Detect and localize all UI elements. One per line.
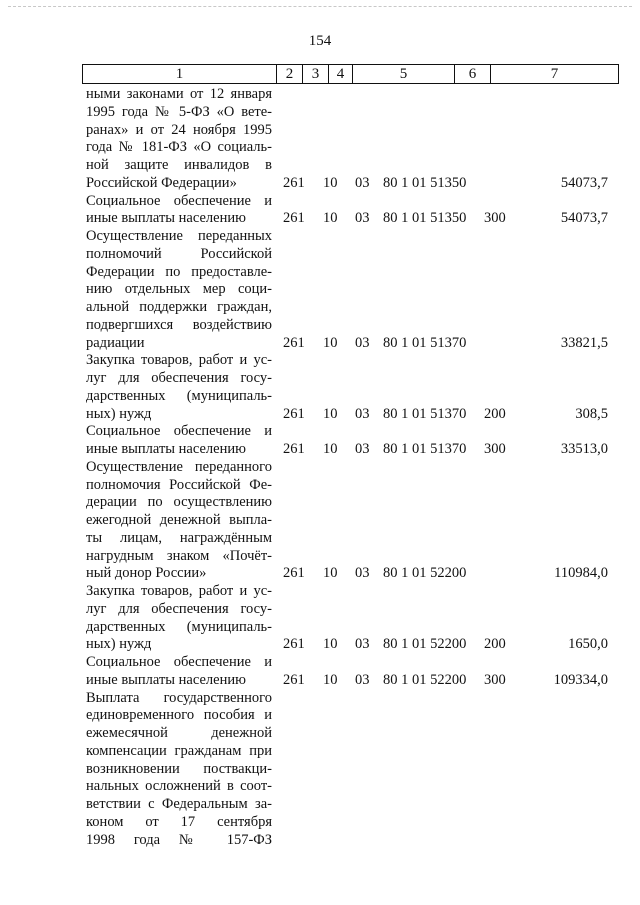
table-row	[0, 245, 640, 263]
section-code: 10	[323, 441, 338, 457]
column-header-7: 7	[491, 65, 619, 84]
table-row	[0, 742, 640, 760]
description-text: нальных осложнений в соот-	[86, 778, 272, 795]
target-article-code: 80 1 01 51350	[383, 174, 467, 191]
table-row	[0, 689, 640, 707]
table-row	[0, 777, 640, 795]
description-text: нагрудным знаком «Почёт-	[86, 547, 272, 564]
target-article-code: 80 1 01 51350	[383, 210, 467, 227]
description-text: 1995 года № 5-ФЗ «О вете-	[86, 103, 272, 120]
table-row	[0, 156, 640, 174]
table-row	[0, 369, 640, 387]
table-row	[0, 582, 640, 600]
description-text: ежемесячной денежной	[86, 725, 272, 741]
table-row	[0, 405, 640, 423]
table-row	[0, 760, 640, 778]
ministry-code: 261	[283, 636, 305, 653]
table-row	[0, 618, 640, 636]
description-text: дарственных (муниципаль-	[86, 387, 272, 404]
description-text: луг для обеспечения госу-	[86, 600, 272, 617]
ministry-code: 261	[283, 210, 305, 227]
description-text: подвергшихся воздействию	[86, 316, 272, 333]
column-header-2: 2	[277, 65, 303, 84]
expense-type-code: 200	[484, 405, 506, 422]
ministry-code: 261	[283, 565, 305, 582]
description-text: года № 181-ФЗ «О социаль-	[86, 139, 272, 156]
description-text: коном от 17 сентября	[86, 813, 272, 830]
description-text: Закупка товаров, работ и ус-	[86, 583, 272, 599]
table-row	[0, 192, 640, 210]
description-text: Осуществление переданных	[86, 228, 272, 244]
description-text: Социальное обеспечение и	[86, 192, 272, 209]
column-header-4: 4	[329, 65, 353, 84]
description-text: полномочия Российской Фе-	[86, 476, 272, 493]
section-code: 10	[323, 565, 338, 582]
description-text: ных) нужд	[86, 405, 152, 422]
description-text: ветствии с Федеральным за-	[86, 796, 272, 812]
column-header-1: 1	[83, 65, 277, 84]
description-text: ных) нужд	[86, 636, 152, 653]
description-text: ный донор России»	[86, 565, 207, 582]
subsection-code: 03	[355, 174, 370, 191]
target-article-code: 80 1 01 52200	[383, 671, 467, 688]
ministry-code: 261	[283, 334, 305, 351]
description-text: нию отдельных мер соци-	[86, 281, 272, 298]
table-row	[0, 103, 640, 121]
table-row	[0, 813, 640, 831]
amount: 110984,0	[554, 565, 608, 582]
table-row	[0, 831, 640, 849]
expense-type-code: 200	[484, 636, 506, 653]
amount: 109334,0	[553, 671, 608, 688]
table-row	[0, 316, 640, 334]
description-text: ежегодной денежной выпла-	[86, 512, 272, 528]
table-row	[0, 263, 640, 281]
description-text: Российской Федерации»	[86, 174, 237, 191]
table-row	[0, 422, 640, 440]
subsection-code: 03	[355, 210, 370, 227]
description-text: радиации	[86, 334, 145, 351]
target-article-code: 80 1 01 51370	[383, 405, 467, 422]
column-header-row	[83, 65, 619, 84]
table-row	[0, 476, 640, 494]
description-text: 1998 года № 157-ФЗ	[86, 831, 272, 848]
description-text: луг для обеспечения госу-	[86, 370, 272, 386]
amount: 54073,7	[560, 174, 608, 191]
ministry-code: 261	[283, 174, 305, 191]
table-row	[0, 635, 640, 653]
description-text: иные выплаты населению	[86, 441, 246, 457]
table-row	[0, 138, 640, 156]
ministry-code: 261	[283, 671, 305, 688]
table-row	[0, 706, 640, 724]
section-code: 10	[323, 405, 338, 422]
description-text: ранах» и от 24 ноября 1995	[86, 121, 272, 138]
ministry-code: 261	[283, 441, 305, 457]
target-article-code: 80 1 01 51370	[383, 441, 467, 457]
expense-type-code: 300	[484, 441, 506, 457]
subsection-code: 03	[355, 334, 370, 351]
section-code: 10	[323, 210, 338, 227]
description-text: альной поддержки граждан,	[86, 299, 272, 315]
table-row	[0, 387, 640, 405]
table-row	[0, 174, 640, 192]
page-number: 154	[308, 33, 332, 49]
description-text: Осуществление переданного	[86, 458, 272, 475]
table-row	[0, 280, 640, 298]
target-article-code: 80 1 01 52200	[383, 565, 467, 582]
description-text: компенсации гражданам при	[86, 742, 272, 759]
table-row	[0, 724, 640, 742]
subsection-code: 03	[355, 565, 370, 582]
amount: 33513,0	[560, 441, 608, 457]
table-row	[0, 298, 640, 316]
section-code: 10	[323, 636, 338, 653]
description-text: Социальное обеспечение и	[86, 423, 272, 440]
amount: 33821,5	[560, 334, 608, 351]
scan-top-edge	[8, 6, 632, 7]
target-article-code: 80 1 01 52200	[383, 636, 467, 653]
description-text: ты лицам, награждённым	[86, 529, 272, 546]
table-row	[0, 121, 640, 139]
section-code: 10	[323, 174, 338, 191]
table-row	[0, 351, 640, 369]
table-row	[0, 209, 640, 227]
expense-type-code: 300	[484, 671, 506, 688]
table-row	[0, 600, 640, 618]
subsection-code: 03	[355, 405, 370, 422]
description-text: Закупка товаров, работ и ус-	[86, 352, 272, 369]
expense-type-code: 300	[484, 210, 506, 227]
table-row	[0, 85, 640, 103]
description-text: иные выплаты населению	[86, 210, 246, 227]
table-row	[0, 511, 640, 529]
section-code: 10	[323, 334, 338, 351]
description-text: иные выплаты населению	[86, 671, 246, 688]
table-row	[0, 547, 640, 565]
table-row	[0, 458, 640, 476]
column-header-table	[82, 64, 619, 84]
target-article-code: 80 1 01 51370	[383, 334, 467, 351]
subsection-code: 03	[355, 636, 370, 653]
ministry-code: 261	[283, 405, 305, 422]
description-text: дерации по осуществлению	[86, 494, 272, 511]
table-row	[0, 564, 640, 582]
description-text: Социальное обеспечение и	[86, 654, 272, 670]
column-header-6: 6	[455, 65, 491, 84]
description-text: Выплата государственного	[86, 689, 272, 706]
subsection-code: 03	[355, 671, 370, 688]
description-text: ными законами от 12 января	[86, 86, 272, 102]
description-text: возникновении поствакци-	[86, 760, 272, 777]
amount: 1650,0	[568, 636, 608, 653]
description-text: Федерации по предоставле-	[86, 263, 272, 280]
amount: 54073,7	[560, 210, 608, 227]
description-text: дарственных (муниципаль-	[86, 618, 272, 635]
table-row	[0, 795, 640, 813]
column-header-5: 5	[353, 65, 455, 84]
table-row	[0, 671, 640, 689]
table-row	[0, 493, 640, 511]
table-row	[0, 227, 640, 245]
table-row	[0, 653, 640, 671]
section-code: 10	[323, 671, 338, 688]
amount: 308,5	[575, 405, 608, 422]
table-row	[0, 529, 640, 547]
description-text: ной защите инвалидов в	[86, 157, 272, 173]
column-header-3: 3	[303, 65, 329, 84]
table-row	[0, 440, 640, 458]
description-text: единовременного пособия и	[86, 707, 272, 724]
description-text: полномочий Российской	[86, 245, 272, 262]
table-row	[0, 334, 640, 352]
subsection-code: 03	[355, 441, 370, 457]
